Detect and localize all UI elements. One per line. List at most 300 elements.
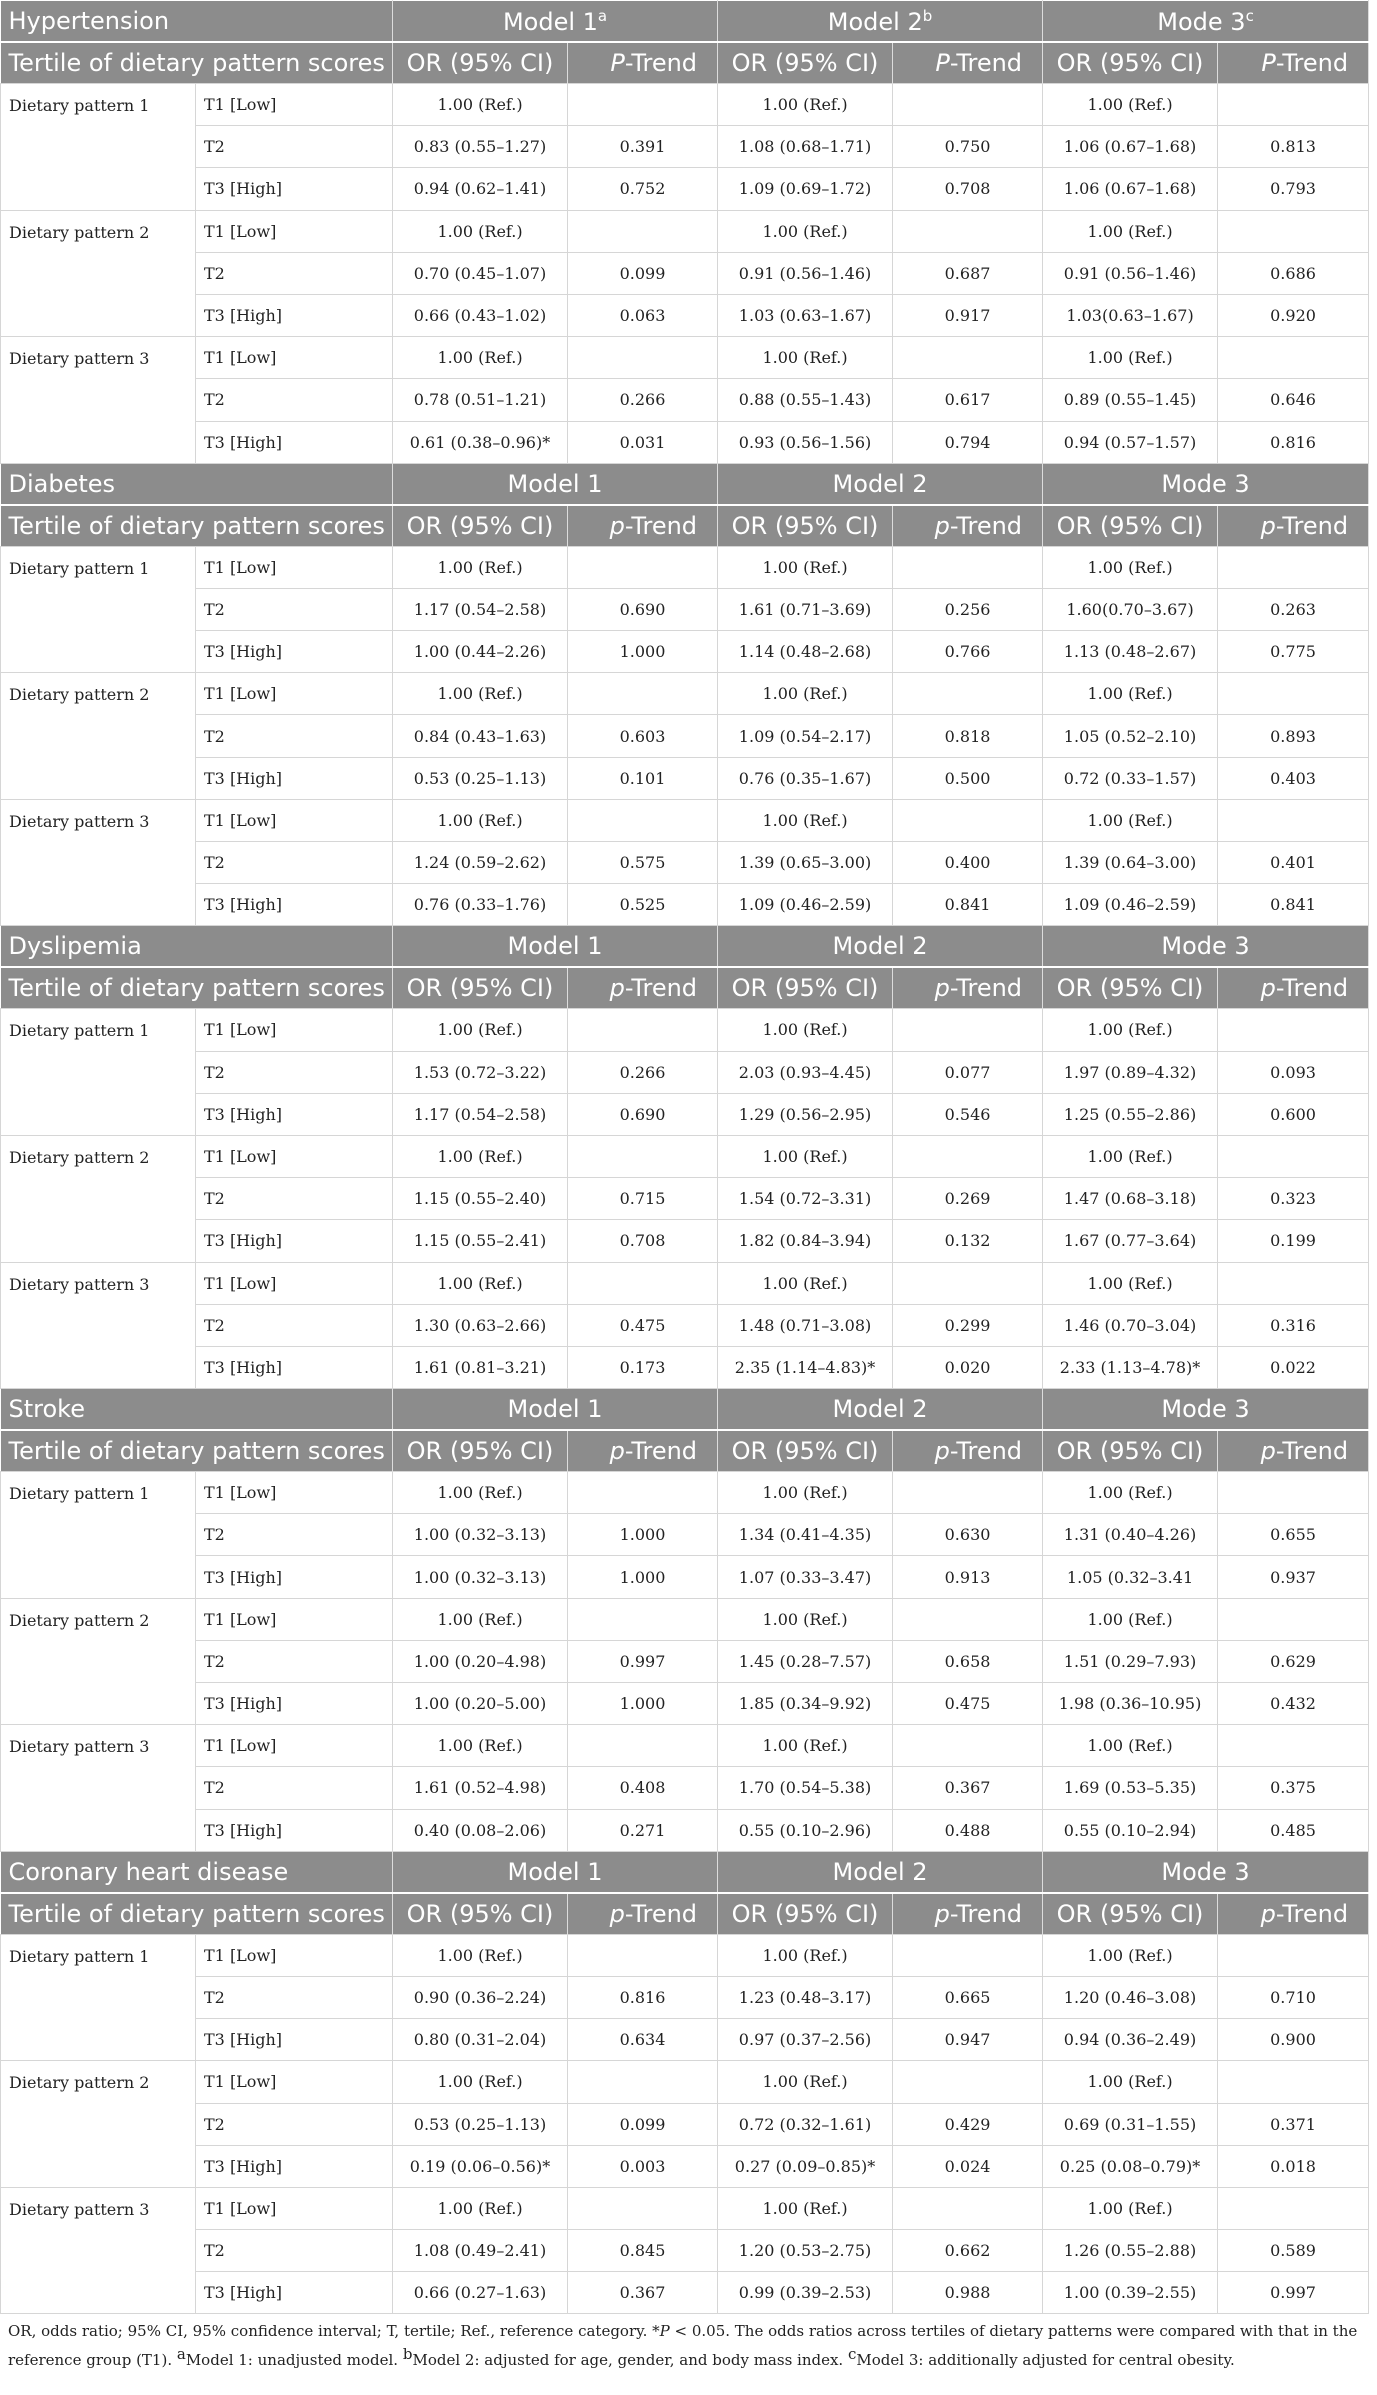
ptrend-p: p [609, 974, 625, 1003]
odds-ratio-cell: 1.00 (0.39–2.55) [1043, 2272, 1218, 2314]
odds-ratio-cell: 1.00 (Ref.) [1043, 2061, 1218, 2103]
table-row [1, 1051, 1369, 1093]
model-1-header [393, 926, 718, 968]
tertile-cell: T1 [Low] [196, 210, 393, 252]
odds-ratio-cell: 1.30 (0.63–2.66) [393, 1304, 568, 1346]
odds-ratio-cell: 1.05 (0.32–3.41 [1043, 1556, 1218, 1598]
p-trend-cell: 0.488 [893, 1809, 1043, 1851]
table-row [1, 2061, 1369, 2103]
or-column-header: OR (95% CI) [1043, 505, 1218, 547]
tertile-cell: T3 [High] [196, 1809, 393, 1851]
odds-ratio-cell: 0.66 (0.43–1.02) [393, 294, 568, 336]
dietary-pattern-label: Dietary pattern 2 [1, 673, 196, 800]
p-trend-cell: 0.708 [568, 1220, 718, 1262]
disease-name: Dyslipemia [1, 926, 393, 968]
model-superscript: c [1245, 6, 1254, 25]
model-label: Mode 3 [1161, 1395, 1250, 1424]
odds-ratio-cell: 1.23 (0.48–3.17) [718, 1976, 893, 2018]
p-trend-cell: 0.794 [893, 421, 1043, 463]
tertile-cell: T1 [Low] [196, 337, 393, 379]
ptrend-column-header [568, 42, 718, 84]
odds-ratio-cell: 0.94 (0.36–2.49) [1043, 2019, 1218, 2061]
model-1-header [393, 1, 718, 43]
tertile-cell: T1 [Low] [196, 799, 393, 841]
dietary-pattern-label: Dietary pattern 3 [1, 337, 196, 464]
or-column-header: OR (95% CI) [393, 1893, 568, 1935]
table-row [1, 799, 1369, 841]
ptrend-p: p [1260, 511, 1276, 540]
section-header-row [1, 463, 1369, 505]
p-trend-cell: 0.646 [1218, 379, 1369, 421]
p-trend-cell [1218, 210, 1369, 252]
table-row [1, 1725, 1369, 1767]
p-trend-cell: 0.525 [568, 884, 718, 926]
odds-ratio-cell: 1.98 (0.36–10.95) [1043, 1683, 1218, 1725]
odds-ratio-cell: 1.00 (Ref.) [1043, 673, 1218, 715]
p-trend-cell [568, 799, 718, 841]
odds-ratio-cell: 1.31 (0.40–4.26) [1043, 1514, 1218, 1556]
odds-ratio-cell: 1.53 (0.72–3.22) [393, 1051, 568, 1093]
p-trend-cell [893, 210, 1043, 252]
table-row [1, 2145, 1369, 2187]
odds-ratio-cell: 1.00 (Ref.) [1043, 1472, 1218, 1514]
odds-ratio-cell: 1.00 (Ref.) [718, 1598, 893, 1640]
or-column-header: OR (95% CI) [393, 42, 568, 84]
p-trend-cell: 0.500 [893, 757, 1043, 799]
p-trend-cell [568, 337, 718, 379]
ptrend-rest: -Trend [1275, 49, 1349, 77]
tertile-cell: T3 [High] [196, 884, 393, 926]
p-trend-cell: 0.603 [568, 715, 718, 757]
table-row [1, 379, 1369, 421]
model-2-header [718, 926, 1043, 968]
odds-ratio-cell: 1.69 (0.53–5.35) [1043, 1767, 1218, 1809]
table-row [1, 2187, 1369, 2229]
odds-ratio-cell: 1.00 (Ref.) [393, 2061, 568, 2103]
odds-ratio-cell: 1.00 (0.32–3.13) [393, 1556, 568, 1598]
odds-ratio-cell: 1.61 (0.52–4.98) [393, 1767, 568, 1809]
p-trend-cell: 0.750 [893, 126, 1043, 168]
table-row [1, 1304, 1369, 1346]
table-row [1, 2230, 1369, 2272]
p-trend-cell [893, 799, 1043, 841]
p-trend-cell: 0.432 [1218, 1683, 1369, 1725]
p-trend-cell: 0.766 [893, 631, 1043, 673]
p-trend-cell [893, 1262, 1043, 1304]
tertile-column-header: Tertile of dietary pattern scores [1, 1893, 393, 1935]
p-trend-cell: 0.199 [1218, 1220, 1369, 1262]
p-trend-cell [893, 2187, 1043, 2229]
model-superscript: a [597, 6, 608, 25]
ptrend-rest: -Trend [949, 1899, 1023, 1928]
odds-ratio-cell: 0.66 (0.27–1.63) [393, 2272, 568, 2314]
p-trend-cell [1218, 799, 1369, 841]
odds-ratio-cell: 1.48 (0.71–3.08) [718, 1304, 893, 1346]
disease-name: Stroke [1, 1389, 393, 1431]
p-trend-cell [1218, 1934, 1369, 1976]
footnote-significance: *P < 0.05. The odds ratios across tertiles of dietary patterns were compared with that in the reference group (T1). [8, 2322, 1358, 2370]
p-trend-cell: 0.485 [1218, 1809, 1369, 1851]
p-trend-cell: 0.816 [1218, 421, 1369, 463]
odds-ratio-cell: 1.15 (0.55–2.41) [393, 1220, 568, 1262]
tertile-cell: T3 [High] [196, 168, 393, 210]
odds-ratio-cell: 1.45 (0.28–7.57) [718, 1640, 893, 1682]
p-trend-cell: 0.099 [568, 2103, 718, 2145]
table-row [1, 294, 1369, 336]
dietary-pattern-label: Dietary pattern 1 [1, 84, 196, 211]
p-trend-cell [893, 2061, 1043, 2103]
odds-ratio-cell: 1.00 (Ref.) [393, 546, 568, 588]
odds-ratio-cell: 1.00 (0.20–5.00) [393, 1683, 568, 1725]
odds-ratio-cell: 1.00 (Ref.) [718, 210, 893, 252]
ptrend-column-header [893, 1893, 1043, 1935]
ptrend-column-header [1218, 505, 1369, 547]
model-label: Model 1 [507, 1395, 603, 1424]
model-2-header [718, 463, 1043, 505]
p-trend-cell: 0.655 [1218, 1514, 1369, 1556]
model-3-header [1043, 1389, 1369, 1431]
p-trend-cell [893, 1009, 1043, 1051]
odds-ratio-cell: 0.80 (0.31–2.04) [393, 2019, 568, 2061]
tertile-cell: T2 [196, 1767, 393, 1809]
tertile-cell: T2 [196, 2103, 393, 2145]
odds-ratio-cell: 1.00 (Ref.) [1043, 799, 1218, 841]
odds-ratio-cell: 1.85 (0.34–9.92) [718, 1683, 893, 1725]
p-trend-cell: 0.024 [893, 2145, 1043, 2187]
p-trend-cell: 0.662 [893, 2230, 1043, 2272]
odds-ratio-cell: 1.61 (0.81–3.21) [393, 1346, 568, 1388]
tertile-cell: T2 [196, 715, 393, 757]
table-row [1, 546, 1369, 588]
ptrend-column-header [568, 505, 718, 547]
model-1-header [393, 463, 718, 505]
ptrend-rest: -Trend [624, 511, 698, 540]
ptrend-rest: -Trend [624, 49, 698, 77]
dietary-pattern-label: Dietary pattern 1 [1, 1934, 196, 2061]
odds-ratio-cell: 1.08 (0.68–1.71) [718, 126, 893, 168]
p-trend-cell: 0.617 [893, 379, 1043, 421]
p-trend-cell: 1.000 [568, 1514, 718, 1556]
odds-ratio-cell: 1.00 (Ref.) [1043, 210, 1218, 252]
odds-ratio-cell: 1.00 (Ref.) [718, 1009, 893, 1051]
odds-ratio-cell: 1.29 (0.56–2.95) [718, 1093, 893, 1135]
disease-name: Coronary heart disease [1, 1851, 393, 1893]
odds-ratio-cell: 0.91 (0.56–1.46) [718, 252, 893, 294]
section-header-row [1, 1851, 1369, 1893]
or-column-header: OR (95% CI) [718, 42, 893, 84]
disease-name: Hypertension [1, 1, 393, 43]
p-trend-cell: 0.937 [1218, 1556, 1369, 1598]
p-trend-cell [1218, 1262, 1369, 1304]
table-row [1, 1598, 1369, 1640]
p-trend-cell: 0.630 [893, 1514, 1043, 1556]
or-column-header: OR (95% CI) [1043, 42, 1218, 84]
footnote-abbreviations: OR, odds ratio; 95% CI, 95% confidence interval; T, tertile; Ref., reference category. [8, 2322, 648, 2341]
table-row [1, 1346, 1369, 1388]
p-trend-cell: 0.391 [568, 126, 718, 168]
odds-ratio-cell: 1.00 (Ref.) [1043, 546, 1218, 588]
p-trend-cell [893, 1725, 1043, 1767]
table-row [1, 1934, 1369, 1976]
column-header-row [1, 1430, 1369, 1472]
table-row [1, 1556, 1369, 1598]
or-column-header: OR (95% CI) [1043, 1893, 1218, 1935]
ptrend-column-header [893, 967, 1043, 1009]
section-header-row [1, 1, 1369, 43]
odds-ratio-cell: 1.00 (Ref.) [393, 84, 568, 126]
p-trend-cell: 0.031 [568, 421, 718, 463]
p-trend-cell: 0.020 [893, 1346, 1043, 1388]
results-table-body [1, 1, 1369, 2314]
odds-ratio-cell: 0.55 (0.10–2.96) [718, 1809, 893, 1851]
odds-ratio-cell: 1.00 (Ref.) [718, 1135, 893, 1177]
odds-ratio-cell: 1.00 (Ref.) [393, 337, 568, 379]
odds-ratio-cell: 1.97 (0.89–4.32) [1043, 1051, 1218, 1093]
model-3-header [1043, 1851, 1369, 1893]
tertile-column-header: Tertile of dietary pattern scores [1, 42, 393, 84]
odds-ratio-cell: 1.00 (Ref.) [718, 1725, 893, 1767]
p-trend-cell: 0.475 [568, 1304, 718, 1346]
p-trend-cell [568, 1262, 718, 1304]
or-column-header: OR (95% CI) [393, 967, 568, 1009]
odds-ratio-cell: 0.76 (0.33–1.76) [393, 884, 568, 926]
dietary-pattern-label: Dietary pattern 1 [1, 546, 196, 673]
table-row [1, 1514, 1369, 1556]
tertile-cell: T2 [196, 2230, 393, 2272]
p-trend-cell: 0.816 [568, 1976, 718, 2018]
tertile-cell: T2 [196, 379, 393, 421]
tertile-cell: T3 [High] [196, 2019, 393, 2061]
table-row [1, 210, 1369, 252]
table-row [1, 168, 1369, 210]
tertile-cell: T3 [High] [196, 1220, 393, 1262]
ptrend-p: p [934, 511, 950, 540]
model-3-header [1043, 1, 1369, 43]
dietary-pattern-label: Dietary pattern 3 [1, 1725, 196, 1852]
odds-ratio-cell: 1.00 (Ref.) [393, 2187, 568, 2229]
p-trend-cell [1218, 84, 1369, 126]
p-trend-cell [1218, 2187, 1369, 2229]
odds-ratio-cell: 0.84 (0.43–1.63) [393, 715, 568, 757]
ptrend-column-header [1218, 1893, 1369, 1935]
p-trend-cell [893, 546, 1043, 588]
p-trend-cell: 0.988 [893, 2272, 1043, 2314]
table-row [1, 126, 1369, 168]
odds-ratio-cell: 0.53 (0.25–1.13) [393, 757, 568, 799]
p-trend-cell [893, 1135, 1043, 1177]
section-header-row [1, 1389, 1369, 1431]
or-column-header: OR (95% CI) [718, 1893, 893, 1935]
p-trend-cell: 0.256 [893, 588, 1043, 630]
odds-ratio-cell: 0.27 (0.09–0.85)* [718, 2145, 893, 2187]
p-trend-cell: 0.775 [1218, 631, 1369, 673]
odds-ratio-cell: 1.00 (Ref.) [1043, 1725, 1218, 1767]
p-trend-cell: 0.546 [893, 1093, 1043, 1135]
or-column-header: OR (95% CI) [1043, 1430, 1218, 1472]
p-trend-cell: 0.367 [893, 1767, 1043, 1809]
odds-ratio-cell: 0.88 (0.55–1.43) [718, 379, 893, 421]
p-trend-cell [1218, 1725, 1369, 1767]
p-trend-cell: 0.401 [1218, 842, 1369, 884]
p-trend-cell: 0.003 [568, 2145, 718, 2187]
table-row [1, 884, 1369, 926]
p-trend-cell: 0.093 [1218, 1051, 1369, 1093]
odds-ratio-cell: 1.00 (Ref.) [718, 2061, 893, 2103]
tertile-cell: T2 [196, 126, 393, 168]
table-row [1, 1009, 1369, 1051]
odds-ratio-cell: 1.00 (Ref.) [718, 1934, 893, 1976]
table-row [1, 2272, 1369, 2314]
odds-ratio-cell: 1.61 (0.71–3.69) [718, 588, 893, 630]
model-label: Model 2 [827, 7, 923, 36]
odds-ratio-cell: 1.17 (0.54–2.58) [393, 588, 568, 630]
p-trend-cell: 0.371 [1218, 2103, 1369, 2145]
p-trend-cell [893, 1598, 1043, 1640]
p-trend-cell: 0.266 [568, 379, 718, 421]
p-trend-cell [1218, 673, 1369, 715]
odds-ratio-cell: 1.47 (0.68–3.18) [1043, 1178, 1218, 1220]
ptrend-column-header [568, 1893, 718, 1935]
odds-ratio-cell: 0.69 (0.31–1.55) [1043, 2103, 1218, 2145]
p-trend-cell: 0.841 [1218, 884, 1369, 926]
p-trend-cell: 0.375 [1218, 1767, 1369, 1809]
tertile-cell: T1 [Low] [196, 1262, 393, 1304]
p-trend-cell [1218, 546, 1369, 588]
table-row [1, 1976, 1369, 2018]
p-trend-cell [568, 1009, 718, 1051]
ptrend-column-header [568, 1430, 718, 1472]
odds-ratio-cell: 1.00 (Ref.) [393, 210, 568, 252]
tertile-cell: T1 [Low] [196, 84, 393, 126]
odds-ratio-cell: 1.09 (0.54–2.17) [718, 715, 893, 757]
tertile-column-header: Tertile of dietary pattern scores [1, 505, 393, 547]
tertile-cell: T1 [Low] [196, 673, 393, 715]
tertile-cell: T1 [Low] [196, 1934, 393, 1976]
odds-ratio-cell: 1.20 (0.53–2.75) [718, 2230, 893, 2272]
dietary-pattern-label: Dietary pattern 2 [1, 2061, 196, 2188]
p-trend-cell: 0.690 [568, 588, 718, 630]
footnote-model3: $^c$Model 3: additionally adjusted for central obesity. [847, 2345, 1235, 2370]
p-trend-cell [893, 1472, 1043, 1514]
odds-ratio-cell: 1.06 (0.67–1.68) [1043, 168, 1218, 210]
ptrend-rest: -Trend [1275, 511, 1349, 540]
tertile-cell: T3 [High] [196, 1683, 393, 1725]
ptrend-rest: -Trend [949, 1437, 1023, 1466]
or-column-header: OR (95% CI) [393, 505, 568, 547]
odds-ratio-cell: 0.61 (0.38–0.96)* [393, 421, 568, 463]
odds-ratio-cell: 1.26 (0.55–2.88) [1043, 2230, 1218, 2272]
tertile-cell: T1 [Low] [196, 2187, 393, 2229]
p-trend-cell [893, 337, 1043, 379]
odds-ratio-cell: 1.39 (0.64–3.00) [1043, 842, 1218, 884]
odds-ratio-cell: 0.70 (0.45–1.07) [393, 252, 568, 294]
ptrend-p: p [1260, 1437, 1276, 1466]
p-trend-cell: 0.077 [893, 1051, 1043, 1093]
disease-name: Diabetes [1, 463, 393, 505]
odds-ratio-cell: 0.25 (0.08–0.79)* [1043, 2145, 1218, 2187]
tertile-cell: T1 [Low] [196, 1472, 393, 1514]
or-column-header: OR (95% CI) [718, 505, 893, 547]
p-trend-cell: 0.173 [568, 1346, 718, 1388]
odds-ratio-cell: 1.34 (0.41–4.35) [718, 1514, 893, 1556]
p-trend-cell [568, 1934, 718, 1976]
model-label: Model 1 [507, 932, 603, 961]
tertile-cell: T2 [196, 1051, 393, 1093]
odds-ratio-cell: 0.40 (0.08–2.06) [393, 1809, 568, 1851]
p-trend-cell: 0.917 [893, 294, 1043, 336]
footnote-model1: $^a$Model 1: unadjusted model. [176, 2345, 399, 2370]
p-trend-cell: 0.099 [568, 252, 718, 294]
ptrend-column-header [568, 967, 718, 1009]
or-column-header: OR (95% CI) [718, 1430, 893, 1472]
odds-ratio-cell: 1.09 (0.69–1.72) [718, 168, 893, 210]
p-trend-cell: 0.997 [568, 1640, 718, 1682]
odds-ratio-cell: 1.14 (0.48–2.68) [718, 631, 893, 673]
p-trend-cell: 0.400 [893, 842, 1043, 884]
table-row [1, 588, 1369, 630]
p-trend-cell [893, 1934, 1043, 1976]
tertile-cell: T3 [High] [196, 1093, 393, 1135]
p-trend-cell: 0.266 [568, 1051, 718, 1093]
p-trend-cell [1218, 337, 1369, 379]
odds-ratio-cell: 1.00 (Ref.) [393, 1009, 568, 1051]
table-row [1, 1262, 1369, 1304]
tertile-column-header: Tertile of dietary pattern scores [1, 967, 393, 1009]
tertile-cell: T2 [196, 1976, 393, 2018]
tertile-cell: T2 [196, 252, 393, 294]
odds-ratio-cell: 1.00 (Ref.) [393, 1472, 568, 1514]
odds-ratio-cell: 1.00 (Ref.) [718, 1262, 893, 1304]
odds-ratio-cell: 1.03 (0.63–1.67) [718, 294, 893, 336]
odds-ratio-cell: 2.03 (0.93–4.45) [718, 1051, 893, 1093]
model-superscript: b [922, 6, 933, 25]
tertile-cell: T3 [High] [196, 757, 393, 799]
odds-ratio-cell: 1.00 (Ref.) [1043, 84, 1218, 126]
dietary-pattern-label: Dietary pattern 3 [1, 1262, 196, 1389]
tertile-cell: T3 [High] [196, 1556, 393, 1598]
p-trend-cell: 1.000 [568, 1683, 718, 1725]
ptrend-p: p [934, 1437, 950, 1466]
table-row [1, 1093, 1369, 1135]
table-row [1, 1178, 1369, 1220]
odds-ratio-cell: 1.00 (0.20–4.98) [393, 1640, 568, 1682]
p-trend-cell [568, 1598, 718, 1640]
p-trend-cell: 0.893 [1218, 715, 1369, 757]
tertile-cell: T2 [196, 1514, 393, 1556]
model-label: Mode 3 [1161, 469, 1250, 498]
ptrend-p: p [1260, 974, 1276, 1003]
table-row [1, 84, 1369, 126]
p-trend-cell: 0.316 [1218, 1304, 1369, 1346]
odds-ratio-cell: 1.00 (Ref.) [1043, 1934, 1218, 1976]
tertile-cell: T1 [Low] [196, 2061, 393, 2103]
tertile-cell: T1 [Low] [196, 1135, 393, 1177]
p-trend-cell: 0.658 [893, 1640, 1043, 1682]
odds-ratio-cell: 1.60(0.70–3.67) [1043, 588, 1218, 630]
p-trend-cell: 1.000 [568, 631, 718, 673]
p-trend-cell: 0.629 [1218, 1640, 1369, 1682]
p-trend-cell: 0.690 [568, 1093, 718, 1135]
table-row [1, 1220, 1369, 1262]
odds-ratio-cell: 1.00 (Ref.) [1043, 337, 1218, 379]
table-row [1, 1472, 1369, 1514]
p-trend-cell [568, 1135, 718, 1177]
tertile-cell: T3 [High] [196, 2145, 393, 2187]
dietary-pattern-label: Dietary pattern 3 [1, 799, 196, 926]
p-trend-cell: 0.913 [893, 1556, 1043, 1598]
odds-ratio-cell: 1.15 (0.55–2.40) [393, 1178, 568, 1220]
table-footnote [0, 2314, 1377, 2372]
